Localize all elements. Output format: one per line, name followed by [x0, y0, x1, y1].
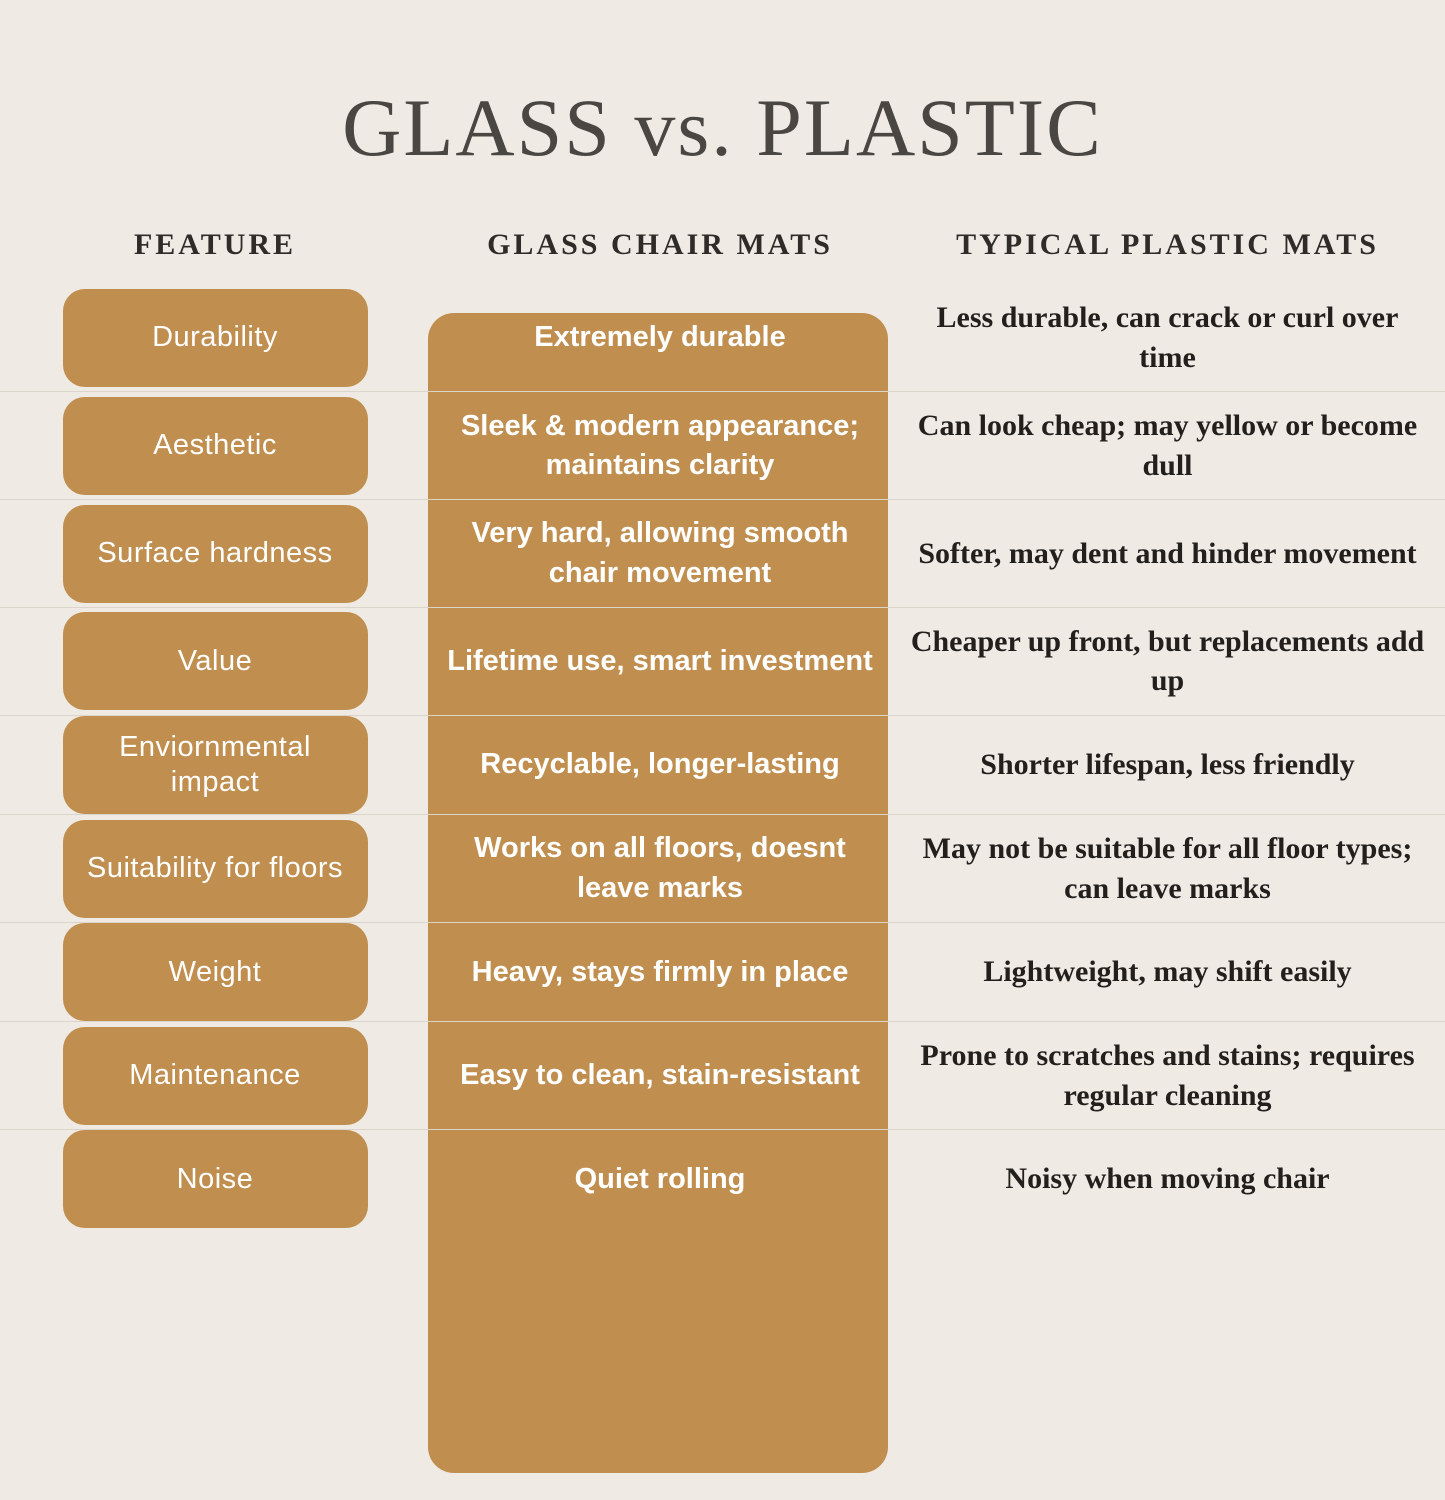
- plastic-cell: Cheaper up front, but replacements add up: [910, 624, 1425, 698]
- glass-cell: Sleek & modern appearance; maintains clarity: [460, 409, 860, 481]
- table-row: [0, 814, 1445, 922]
- feature-pill: Noise: [63, 1130, 368, 1228]
- plastic-cell: Less durable, can crack or curl over time: [936, 301, 1399, 374]
- glass-cell: Easy to clean, stain-resistant: [460, 1059, 860, 1092]
- column-headers: [0, 228, 1445, 262]
- feature-cell: [0, 716, 430, 814]
- table-row: [0, 1021, 1445, 1129]
- feature-pill: Surface hardness: [63, 505, 368, 603]
- glass-cell: Lifetime use, smart investment: [447, 644, 873, 677]
- plastic-cell: Softer, may dent and hinder movement: [918, 536, 1417, 570]
- feature-cell: [0, 397, 430, 495]
- page-title: GLASS vs. PLASTIC: [342, 81, 1103, 173]
- feature-pill: Suitability for floors: [63, 820, 368, 918]
- plastic-cell: Shorter lifespan, less friendly: [980, 748, 1355, 782]
- feature-cell: [0, 820, 430, 918]
- table-row: [0, 715, 1445, 814]
- glass-cell: Works on all floors, doesnt leave marks: [474, 832, 846, 904]
- plastic-cell: Prone to scratches and stains; requires regular cleaning: [920, 1039, 1415, 1112]
- table-row: [0, 922, 1445, 1021]
- plastic-cell: Can look cheap; may yellow or become dull: [917, 409, 1418, 482]
- feature-pill: Aesthetic: [63, 397, 368, 495]
- glass-cell: Heavy, stays firmly in place: [471, 955, 849, 988]
- feature-pill: Durability: [63, 289, 368, 387]
- feature-cell: [0, 289, 430, 387]
- feature-pill: Maintenance: [63, 1027, 368, 1125]
- glass-cell: Recyclable, longer-lasting: [480, 748, 840, 781]
- table-row: [0, 607, 1445, 715]
- feature-cell: [0, 1130, 430, 1228]
- feature-pill: Weight: [63, 923, 368, 1021]
- table-row: [0, 284, 1445, 391]
- feature-cell: [0, 1027, 430, 1125]
- table-row: [0, 391, 1445, 499]
- feature-cell: [0, 505, 430, 603]
- plastic-cell: Lightweight, may shift easily: [983, 955, 1352, 989]
- column-header-glass: GLASS CHAIR MATS: [487, 228, 833, 262]
- comparison-table: [0, 284, 1445, 1228]
- table-row: [0, 499, 1445, 606]
- column-header-plastic: TYPICAL PLASTIC MATS: [956, 228, 1379, 262]
- comparison-infographic: [0, 55, 1445, 1500]
- glass-cell: Extremely durable: [534, 321, 786, 354]
- feature-cell: [0, 923, 430, 1021]
- table-row: [0, 1129, 1445, 1228]
- glass-cell: Very hard, allowing smooth chair movement: [471, 517, 849, 589]
- glass-cell: Quiet rolling: [574, 1162, 746, 1195]
- feature-pill: Enviornmental impact: [63, 716, 368, 814]
- feature-cell: [0, 612, 430, 710]
- plastic-cell: Noisy when moving chair: [1005, 1162, 1330, 1196]
- feature-pill: Value: [63, 612, 368, 710]
- plastic-cell: May not be suitable for all floor types; can leave marks: [922, 831, 1413, 905]
- column-header-feature: FEATURE: [133, 228, 297, 262]
